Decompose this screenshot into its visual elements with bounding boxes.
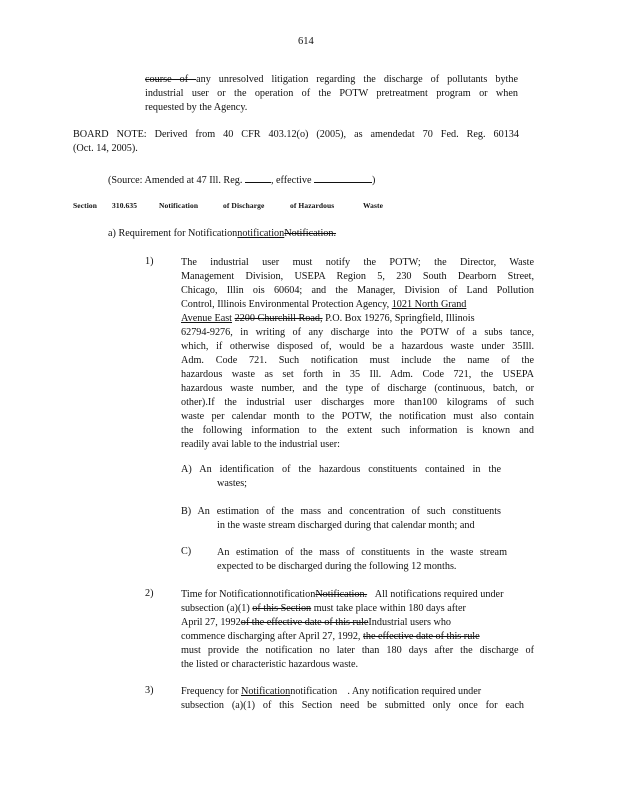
top-paragraph <box>145 73 518 115</box>
item-1-body: The industrial user must notify the POTW; the Director, Waste Management Division, USEPA Region 5, 230 South Dearborn Street, Chicago, Illin ois 60604; and the Manager, Division of Land Pollution Control, Illinois Environmental Protection Agency, 1021 North Grand Avenue East 2200 Churchill Road, P.O. Box 19276, Springfield, Illinois 62794-9276, in writing of any discharge into the POTW of a subs tance, which, if otherwise disposed of, would be a hazardous waste under 35Ill. Adm. Code 721. Such notification must include the name of the hazardous waste as set forth in 35 Ill. Adm. Code 721, the USEPA hazardous waste number, and the type of discharge (continuous, batch, or other).If the industrial user discharges more than100 kilograms of such waste per calendar month to the POTW, the notification must also contain the following information to the extent such information is known and readily avai lable to the industrial user: <box>181 257 534 450</box>
section-word-1: Notification <box>159 201 199 210</box>
board-note-line-2: (Oct. 14, 2005). <box>73 143 138 154</box>
item-2-body: Time for NotificationnotificationNotification. All notifications required under subsection (a)(1) of this Section must take place within 180 days after April 27, 1992of the effective date of this ruleIndustrial users who commence discharging after April 27, 1992, the effective date of this rule must provide the notification no later than 180 days after the discharge of the listed or characteristic hazardous waste. <box>181 589 534 670</box>
source-blank-1 <box>245 172 271 183</box>
item-1-C: An estimation of the mass of constituents in the waste stream expected to be discharged during the following 12 months. <box>217 547 507 572</box>
section-word-3: of Hazardous <box>290 201 335 210</box>
top-para-line-2: industrial user or the operation of the POTW pretreatment program or when <box>145 88 518 99</box>
inserted-text: Avenue East <box>181 313 233 324</box>
item-3-body: Frequency for Notificationnotification . Any notification required under subsection (a)(1) of this Section need be submitted only once for each <box>181 686 524 711</box>
deleted-text: of this Section <box>252 603 312 614</box>
deleted-text: the effective date of this rule <box>363 631 480 642</box>
deleted-text: 2200 Churchill Road, <box>234 313 323 324</box>
source-note <box>108 172 375 186</box>
section-heading <box>73 201 383 213</box>
board-note <box>73 128 519 156</box>
page-number: 614 <box>298 36 314 47</box>
board-note-line-1: BOARD NOTE: Derived from 40 CFR 403.12(o) (2005), as amendedat 70 Fed. Reg. 60134 <box>73 129 519 140</box>
item-1-B: B) An estimation of the mass and concentration of such constituents in the waste stream discharged during that calendar month; and <box>181 506 501 531</box>
top-para-line-1: course of any unresolved litigation regarding the discharge of pollutants bythe <box>145 74 518 85</box>
item-1-number: 1) <box>145 256 154 267</box>
inserted-text: 1021 North Grand <box>391 299 467 310</box>
deleted-text: Notification. <box>315 589 368 600</box>
source-mid: , effective <box>270 175 312 186</box>
deleted-text: course of <box>145 74 197 85</box>
deleted-text: of the effective date of this rule <box>240 617 369 628</box>
section-word-2: of Discharge <box>223 201 265 210</box>
item-1-C-number: C) <box>181 546 192 557</box>
inserted-text: notification <box>237 228 285 239</box>
subsection-a: a) Requirement for NotificationnotificationNotification. <box>108 228 337 239</box>
section-number: 310.635 <box>112 201 138 210</box>
item-3-number: 3) <box>145 685 154 696</box>
deleted-text: Notification. <box>284 228 337 239</box>
inserted-text: Notification <box>240 686 291 697</box>
top-para-line-3: requested by the Agency. <box>145 102 248 113</box>
source-blank-2 <box>314 172 372 183</box>
source-suffix: ) <box>372 175 376 186</box>
item-2-number: 2) <box>145 588 154 599</box>
section-word-4: Waste <box>363 201 384 210</box>
item-1-A: A) An identification of the hazardous constituents contained in the wastes; <box>181 464 501 489</box>
section-label: Section <box>73 201 98 210</box>
source-prefix: (Source: Amended at 47 Ill. Reg. <box>108 175 243 186</box>
